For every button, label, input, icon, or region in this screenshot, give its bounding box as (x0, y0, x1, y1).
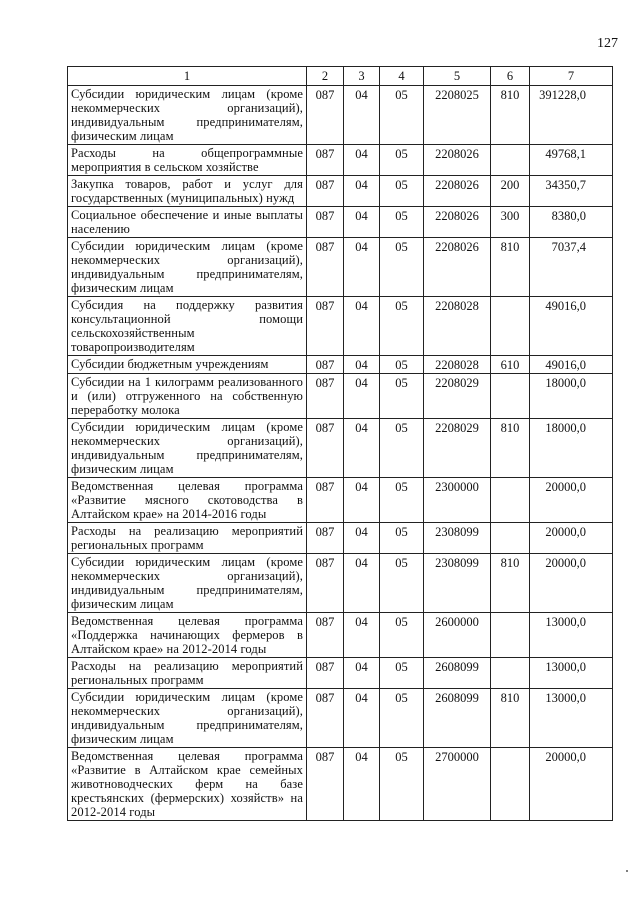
table-row (68, 86, 613, 145)
cell-expense-type: 810 (491, 86, 530, 145)
cell-amount: 20000,0 (530, 478, 613, 523)
scan-speck (626, 870, 628, 872)
cell-section: 04 (344, 374, 380, 419)
cell-subsection: 05 (380, 297, 424, 356)
cell-section: 04 (344, 689, 380, 748)
cell-section: 04 (344, 613, 380, 658)
cell-expense-type: 300 (491, 207, 530, 238)
cell-expense-type (491, 748, 530, 821)
cell-admin-code: 087 (307, 238, 344, 297)
cell-amount: 18000,0 (530, 374, 613, 419)
table-row (68, 145, 613, 176)
cell-section: 04 (344, 658, 380, 689)
table-row (68, 478, 613, 523)
cell-target-article: 2600000 (424, 613, 491, 658)
cell-expense-type (491, 613, 530, 658)
cell-admin-code: 087 (307, 689, 344, 748)
cell-target-article: 2608099 (424, 689, 491, 748)
cell-admin-code: 087 (307, 523, 344, 554)
cell-expense-type (491, 523, 530, 554)
cell-section: 04 (344, 554, 380, 613)
cell-name: Субсидии юридическим лицам (кроме некоммерческих организаций), индивидуальным предпринимателям, физическим лицам (68, 86, 307, 145)
cell-amount: 8380,0 (530, 207, 613, 238)
cell-amount: 18000,0 (530, 419, 613, 478)
cell-admin-code: 087 (307, 356, 344, 374)
column-header: 5 (424, 67, 491, 86)
cell-subsection: 05 (380, 689, 424, 748)
cell-target-article: 2208029 (424, 374, 491, 419)
table-row (68, 374, 613, 419)
cell-section: 04 (344, 748, 380, 821)
cell-subsection: 05 (380, 419, 424, 478)
table-row (68, 523, 613, 554)
cell-admin-code: 087 (307, 374, 344, 419)
cell-admin-code: 087 (307, 145, 344, 176)
cell-amount: 20000,0 (530, 523, 613, 554)
cell-target-article: 2208029 (424, 419, 491, 478)
cell-section: 04 (344, 419, 380, 478)
cell-name: Расходы на общепрограммные мероприятия в сельском хозяйстве (68, 145, 307, 176)
cell-amount: 13000,0 (530, 613, 613, 658)
header-row (68, 67, 613, 86)
cell-section: 04 (344, 297, 380, 356)
cell-amount: 34350,7 (530, 176, 613, 207)
cell-name: Закупка товаров, работ и услуг для государственных (муниципальных) нужд (68, 176, 307, 207)
column-header: 6 (491, 67, 530, 86)
cell-expense-type: 810 (491, 238, 530, 297)
cell-amount: 13000,0 (530, 658, 613, 689)
cell-subsection: 05 (380, 658, 424, 689)
cell-name: Субсидии юридическим лицам (кроме некоммерческих организаций), индивидуальным предпринимателям, физическим лицам (68, 689, 307, 748)
cell-target-article: 2208026 (424, 207, 491, 238)
cell-name: Субсидии бюджетным учреждениям (68, 356, 307, 374)
cell-amount: 49016,0 (530, 356, 613, 374)
cell-target-article: 2208028 (424, 297, 491, 356)
cell-subsection: 05 (380, 86, 424, 145)
cell-section: 04 (344, 356, 380, 374)
cell-expense-type (491, 145, 530, 176)
cell-admin-code: 087 (307, 748, 344, 821)
cell-target-article: 2208025 (424, 86, 491, 145)
cell-expense-type (491, 478, 530, 523)
cell-target-article: 2300000 (424, 478, 491, 523)
table-row (68, 419, 613, 478)
cell-name: Субсидии на 1 килограмм реализованного и (или) отгруженного на собственную переработку молока (68, 374, 307, 419)
cell-subsection: 05 (380, 478, 424, 523)
cell-expense-type (491, 374, 530, 419)
cell-amount: 13000,0 (530, 689, 613, 748)
table-body (68, 86, 613, 821)
column-header: 4 (380, 67, 424, 86)
cell-expense-type (491, 658, 530, 689)
cell-admin-code: 087 (307, 207, 344, 238)
cell-name: Субсидии юридическим лицам (кроме некоммерческих организаций), индивидуальным предпринимателям, физическим лицам (68, 554, 307, 613)
cell-name: Ведомственная целевая программа «Развитие мясного скотоводства в Алтайском крае» на 2014-2016 годы (68, 478, 307, 523)
cell-section: 04 (344, 478, 380, 523)
cell-name: Ведомственная целевая программа «Поддержка начинающих фермеров в Алтайском крае» на 2012-2014 годы (68, 613, 307, 658)
cell-target-article: 2608099 (424, 658, 491, 689)
cell-section: 04 (344, 238, 380, 297)
cell-subsection: 05 (380, 374, 424, 419)
cell-subsection: 05 (380, 748, 424, 821)
cell-expense-type (491, 297, 530, 356)
cell-admin-code: 087 (307, 419, 344, 478)
cell-section: 04 (344, 207, 380, 238)
cell-section: 04 (344, 176, 380, 207)
cell-name: Расходы на реализацию мероприятий региональных программ (68, 523, 307, 554)
cell-admin-code: 087 (307, 297, 344, 356)
cell-amount: 20000,0 (530, 554, 613, 613)
cell-expense-type: 810 (491, 419, 530, 478)
cell-name: Субсидии юридическим лицам (кроме некоммерческих организаций), индивидуальным предпринимателям, физическим лицам (68, 238, 307, 297)
cell-section: 04 (344, 86, 380, 145)
cell-admin-code: 087 (307, 613, 344, 658)
cell-name: Социальное обеспечение и иные выплаты населению (68, 207, 307, 238)
cell-subsection: 05 (380, 145, 424, 176)
cell-subsection: 05 (380, 207, 424, 238)
table-row (68, 689, 613, 748)
table-row (68, 176, 613, 207)
cell-admin-code: 087 (307, 658, 344, 689)
cell-target-article: 2308099 (424, 523, 491, 554)
table-row (68, 207, 613, 238)
table-row (68, 238, 613, 297)
cell-expense-type: 810 (491, 689, 530, 748)
cell-target-article: 2208028 (424, 356, 491, 374)
cell-target-article: 2700000 (424, 748, 491, 821)
cell-expense-type: 810 (491, 554, 530, 613)
table-row (68, 554, 613, 613)
cell-amount: 49016,0 (530, 297, 613, 356)
cell-admin-code: 087 (307, 478, 344, 523)
table-row (68, 356, 613, 374)
cell-expense-type: 610 (491, 356, 530, 374)
table-row (68, 613, 613, 658)
table-row (68, 658, 613, 689)
column-header: 2 (307, 67, 344, 86)
cell-name: Субсидия на поддержку развития консультационной помощи сельскохозяйственным товаропроизводителям (68, 297, 307, 356)
cell-subsection: 05 (380, 554, 424, 613)
cell-subsection: 05 (380, 238, 424, 297)
budget-table (67, 66, 613, 821)
cell-expense-type: 200 (491, 176, 530, 207)
cell-name: Субсидии юридическим лицам (кроме некоммерческих организаций), индивидуальным предпринимателям, физическим лицам (68, 419, 307, 478)
cell-admin-code: 087 (307, 554, 344, 613)
page-number: 127 (597, 36, 618, 51)
cell-section: 04 (344, 145, 380, 176)
cell-admin-code: 087 (307, 86, 344, 145)
cell-subsection: 05 (380, 523, 424, 554)
cell-section: 04 (344, 523, 380, 554)
cell-subsection: 05 (380, 356, 424, 374)
column-header: 7 (530, 67, 613, 86)
cell-amount: 391228,0 (530, 86, 613, 145)
cell-amount: 20000,0 (530, 748, 613, 821)
cell-admin-code: 087 (307, 176, 344, 207)
cell-name: Ведомственная целевая программа «Развитие в Алтайском крае семейных животноводческих ферм на базе крестьянских (фермерских) хозяйств» на 2012-2014 годы (68, 748, 307, 821)
cell-name: Расходы на реализацию мероприятий региональных программ (68, 658, 307, 689)
cell-amount: 7037,4 (530, 238, 613, 297)
column-header: 1 (68, 67, 307, 86)
cell-target-article: 2208026 (424, 176, 491, 207)
cell-target-article: 2208026 (424, 238, 491, 297)
table-row (68, 297, 613, 356)
cell-target-article: 2208026 (424, 145, 491, 176)
table-row (68, 748, 613, 821)
cell-target-article: 2308099 (424, 554, 491, 613)
column-header: 3 (344, 67, 380, 86)
cell-subsection: 05 (380, 613, 424, 658)
cell-subsection: 05 (380, 176, 424, 207)
cell-amount: 49768,1 (530, 145, 613, 176)
